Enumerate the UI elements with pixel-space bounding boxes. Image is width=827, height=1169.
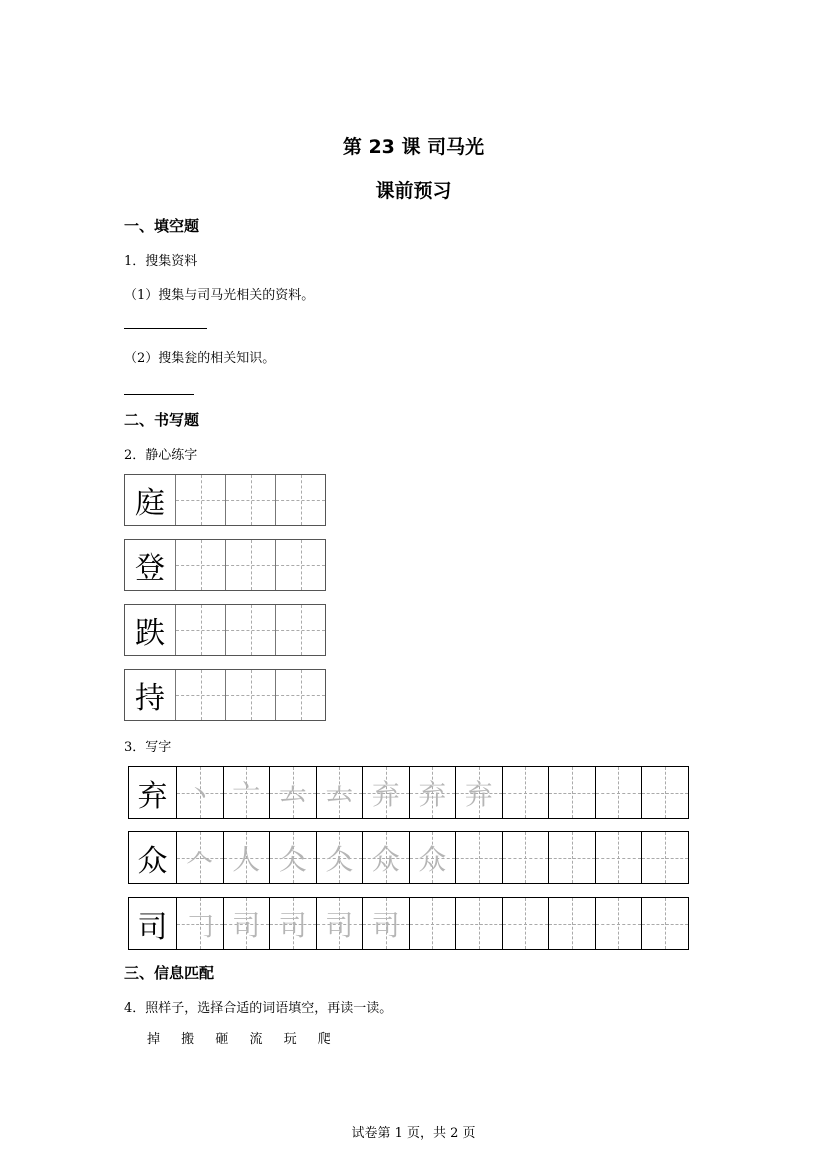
practice-cell[interactable] (455, 832, 502, 883)
practice-cell[interactable] (641, 832, 688, 883)
trace-cell[interactable] (316, 898, 363, 949)
page-footer: 试卷第 1 页，共 2 页 (351, 1126, 476, 1141)
model-char: 跌 (135, 616, 165, 651)
practice-cell[interactable] (641, 767, 688, 818)
stroke-trace: 𠆢 (185, 842, 214, 876)
model-char-cell (129, 767, 176, 818)
practice-cell[interactable] (225, 670, 275, 720)
stroke-trace: 仌 (325, 842, 354, 876)
practice-cell[interactable] (175, 670, 225, 720)
practice-cell[interactable] (175, 605, 225, 655)
question-1-sub-1: （1）搜集与司马光相关的资料。 (124, 288, 315, 303)
practice-cell[interactable] (275, 475, 325, 525)
practice-cell[interactable] (175, 540, 225, 590)
word-option: 砸 (215, 1032, 229, 1047)
writing-grid-row (128, 897, 689, 950)
practice-cell[interactable] (409, 898, 456, 949)
word-option: 掉 (147, 1032, 161, 1047)
practice-grid-row (124, 474, 326, 526)
stroke-trace: 仌 (278, 842, 307, 876)
stroke-trace: 司 (232, 908, 261, 942)
stroke-trace: 司 (371, 908, 400, 942)
trace-cell[interactable] (269, 898, 316, 949)
trace-cell[interactable] (455, 767, 502, 818)
word-bank (147, 1028, 348, 1047)
word-option: 搬 (181, 1032, 195, 1047)
practice-grid-row (124, 669, 326, 721)
stroke-trace: 人 (232, 842, 261, 876)
stroke-trace: 𠃌 (185, 908, 214, 942)
section-matching-heading: 三、信息匹配 (124, 964, 215, 982)
writing-grid-row (128, 766, 689, 819)
model-char: 庭 (135, 486, 165, 521)
practice-cell[interactable] (275, 670, 325, 720)
stroke-trace: 弃 (464, 777, 493, 811)
stroke-trace: 𠫓 (325, 777, 354, 811)
stroke-trace: 弃 (371, 777, 400, 811)
stroke-trace: 𠫓 (278, 777, 307, 811)
practice-cell[interactable] (595, 898, 642, 949)
trace-cell[interactable] (223, 832, 270, 883)
trace-cell[interactable] (409, 767, 456, 818)
practice-cell[interactable] (548, 767, 595, 818)
practice-cell[interactable] (275, 540, 325, 590)
practice-cell[interactable] (502, 832, 549, 883)
practice-cell[interactable] (225, 475, 275, 525)
practice-cell[interactable] (595, 767, 642, 818)
trace-cell[interactable] (176, 898, 223, 949)
trace-cell[interactable] (176, 767, 223, 818)
practice-cell[interactable] (275, 605, 325, 655)
writing-grid-row (128, 831, 689, 884)
model-char-cell (125, 670, 175, 720)
stroke-trace: 司 (278, 908, 307, 942)
stroke-trace: 司 (325, 908, 354, 942)
question-3-label: 3．写字 (124, 740, 172, 755)
answer-line-1[interactable] (124, 328, 207, 329)
trace-cell[interactable] (362, 898, 409, 949)
stroke-trace: 亠 (232, 777, 261, 811)
stroke-trace: 众 (418, 842, 447, 876)
lesson-title: 第 23 课 司马光 (342, 136, 485, 158)
trace-cell[interactable] (409, 832, 456, 883)
model-char-cell (125, 605, 175, 655)
practice-cell[interactable] (548, 898, 595, 949)
word-option: 爬 (317, 1032, 331, 1047)
stroke-trace: 丶 (185, 777, 214, 811)
question-1-label: 1．搜集资料 (124, 254, 198, 269)
practice-grid-row (124, 604, 326, 656)
trace-cell[interactable] (176, 832, 223, 883)
stroke-trace: 弃 (418, 777, 447, 811)
practice-cell[interactable] (641, 898, 688, 949)
question-1-sub-2: （2）搜集瓮的相关知识。 (124, 351, 276, 366)
trace-cell[interactable] (269, 767, 316, 818)
trace-cell[interactable] (223, 898, 270, 949)
trace-cell[interactable] (362, 767, 409, 818)
model-char: 持 (135, 681, 165, 716)
trace-cell[interactable] (269, 832, 316, 883)
stroke-trace: 众 (371, 842, 400, 876)
question-2-label: 2．静心练字 (124, 448, 198, 463)
practice-grid-row (124, 539, 326, 591)
practice-cell[interactable] (502, 898, 549, 949)
practice-cell[interactable] (455, 898, 502, 949)
practice-cell[interactable] (502, 767, 549, 818)
section-writing-heading: 二、书写题 (124, 411, 200, 429)
practice-cell[interactable] (225, 540, 275, 590)
practice-cell[interactable] (225, 605, 275, 655)
practice-cell[interactable] (175, 475, 225, 525)
practice-cell[interactable] (548, 832, 595, 883)
model-char: 众 (137, 843, 168, 879)
model-char-cell (129, 898, 176, 949)
model-char-cell (125, 540, 175, 590)
trace-cell[interactable] (362, 832, 409, 883)
model-char: 弃 (137, 778, 168, 814)
practice-cell[interactable] (595, 832, 642, 883)
section-fill-blank-heading: 一、填空题 (124, 217, 200, 235)
trace-cell[interactable] (316, 767, 363, 818)
lesson-subtitle: 课前预习 (375, 180, 452, 202)
model-char-cell (129, 832, 176, 883)
model-char: 司 (137, 909, 168, 945)
model-char: 登 (135, 551, 165, 586)
trace-cell[interactable] (223, 767, 270, 818)
word-option: 流 (249, 1032, 263, 1047)
question-4-label: 4．照样子，选择合适的词语填空，再读一读。 (124, 1001, 393, 1016)
trace-cell[interactable] (316, 832, 363, 883)
word-option: 玩 (283, 1032, 297, 1047)
model-char-cell (125, 475, 175, 525)
answer-line-2[interactable] (124, 394, 194, 395)
